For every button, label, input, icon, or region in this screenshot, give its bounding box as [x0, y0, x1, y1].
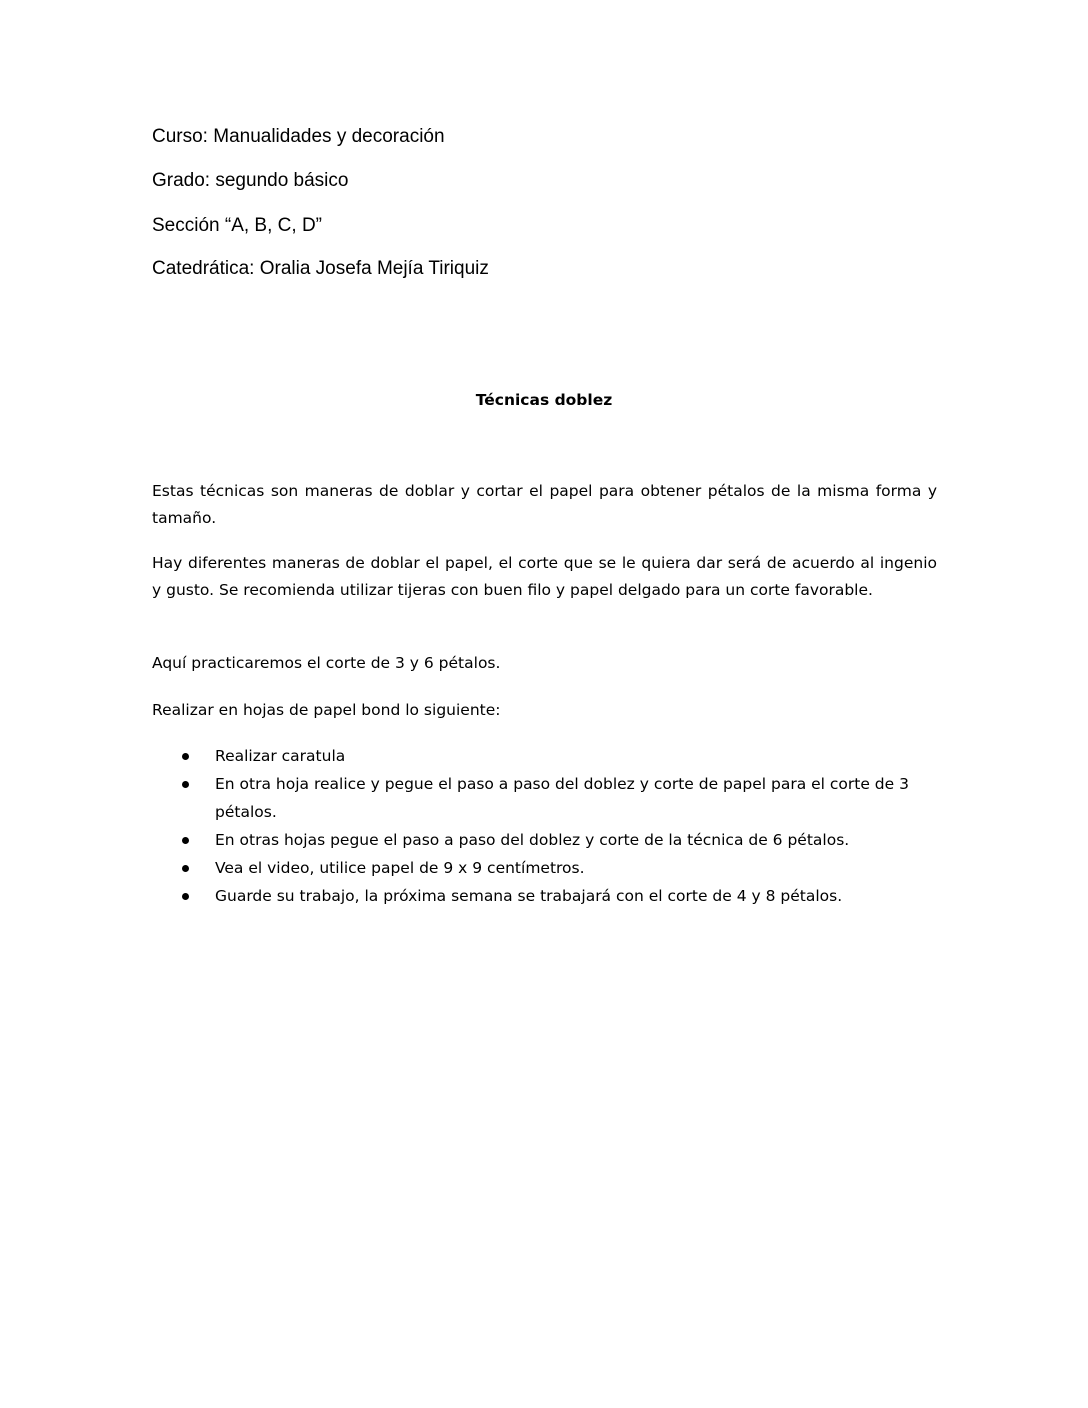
document-title: Técnicas doblez: [475, 391, 613, 409]
list-item: [152, 770, 937, 826]
list-item-text: Vea el video, utilice papel de 9 x 9 centímetros.: [215, 859, 585, 877]
list-item-text: En otras hojas pegue el paso a paso del doblez y corte de la técnica de 6 pétalos.: [215, 831, 850, 849]
list-item-text: En otra hoja realice y pegue el paso a paso del doblez y corte de papel para el corte de 3 pétalos.: [215, 775, 909, 821]
list-item-text: Guarde su trabajo, la próxima semana se trabajará con el corte de 4 y 8 pétalos.: [215, 887, 843, 905]
list-item: [152, 826, 937, 854]
list-item-text: Realizar caratula: [215, 747, 346, 765]
paragraph-methods: Hay diferentes maneras de doblar el papel, el corte que se le quiera dar será de acuerdo al ingenio y gusto. Se recomienda utilizar tijeras con buen filo y papel delgado para un corte favorable.: [152, 554, 937, 599]
bullet-icon: [182, 753, 189, 760]
paragraph-instructions: Realizar en hojas de papel bond lo siguiente:: [152, 701, 501, 719]
instruction-list: [152, 742, 937, 910]
teacher-line: Catedrática: Oralia Josefa Mejía Tiriquiz: [152, 258, 489, 279]
list-item: [152, 854, 937, 882]
bullet-icon: [182, 781, 189, 788]
grade-line: Grado: segundo básico: [152, 170, 349, 191]
list-item: [152, 742, 937, 770]
course-line: Curso: Manualidades y decoración: [152, 126, 445, 147]
bullet-icon: [182, 865, 189, 872]
list-item: [152, 882, 937, 910]
section-line: Sección “A, B, C, D”: [152, 215, 322, 236]
bullet-icon: [182, 837, 189, 844]
paragraph-intro: Estas técnicas son maneras de doblar y cortar el papel para obtener pétalos de la misma forma y tamaño.: [152, 482, 937, 527]
paragraph-practice: Aquí practicaremos el corte de 3 y 6 pétalos.: [152, 654, 501, 672]
bullet-icon: [182, 893, 189, 900]
